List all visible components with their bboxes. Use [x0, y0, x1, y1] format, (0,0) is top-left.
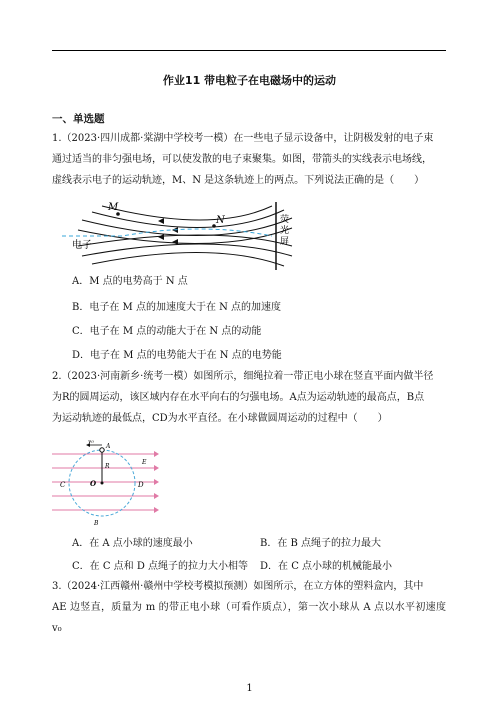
document-title: 作业11 带电粒子在电磁场中的运动 — [162, 74, 337, 87]
label-screen-3: 屏 — [280, 237, 290, 247]
q1-option-b: B．电子在 M 点的加速度大于在 N 点的加速度 — [72, 302, 282, 313]
question-1-line-1: 1.（2023·四川成都·棠湖中学校考一模）在一些电子显示设备中，让阴极发射的电子束 — [52, 133, 434, 144]
question-2-text — [52, 366, 446, 429]
q2-option-d: D．在 C 点小球的机械能最小 — [260, 561, 393, 572]
q1-option-d: D．电子在 M 点的电势能大于在 N 点的电势能 — [72, 350, 282, 361]
label-v0: v₀ — [88, 440, 94, 445]
q2-option-c: C．在 C 点和 D 点绳子的拉力大小相等 — [72, 561, 249, 572]
q2-option-b: B．在 B 点绳子的拉力最大 — [260, 538, 382, 549]
q1-option-a: A．M 点的电势高于 N 点 — [72, 276, 188, 287]
label-N: N — [216, 215, 225, 226]
question-1-line-3: 虚线表示电子的运动轨迹，M、N 是这条轨迹上的两点。下列说法正确的是（ ） — [52, 175, 425, 186]
label-D: D — [138, 481, 144, 489]
field-line — [92, 252, 284, 266]
field-line — [82, 218, 292, 236]
q1-option-c: C．电子在 M 点的动能大于在 N 点的动能 — [72, 326, 262, 337]
label-E: E — [142, 459, 147, 466]
section-heading: 一、单选题 — [52, 113, 105, 125]
label-B: B — [94, 520, 99, 526]
question-1-line-2: 通过适当的非匀强电场，可以使发散的电子束聚集。如图，带箭头的实线表示电场线， — [52, 154, 432, 165]
question-2-line-1: 2.（2023·河南新乡·统考一模）如图所示，细绳拉着一带正电小球在竖直平面内做半径 — [52, 371, 434, 382]
label-screen-1: 荧 — [280, 215, 290, 225]
figure-electric-field-lines — [62, 200, 302, 272]
label-O: O — [90, 479, 97, 488]
label-C: C — [60, 481, 66, 489]
field-line — [82, 244, 292, 256]
question-2-line-3: 为运动轨迹的最低点，CD为水平直径。在小球做圆周运动的过程中（ ） — [52, 413, 388, 424]
label-screen-2: 光 — [280, 226, 290, 236]
figure-circular-motion — [50, 440, 160, 526]
question-3-line-1: 3.（2024·江西赣州·赣州中学校考模拟预测）如图所示，在立方体的塑料盒内，其中 — [52, 581, 424, 592]
header-rule — [52, 50, 446, 51]
label-electron: 电子 — [72, 240, 92, 251]
label-R: R — [105, 463, 110, 470]
label-A: A — [106, 443, 111, 450]
field-line — [102, 206, 272, 220]
page-number: 1 — [246, 683, 253, 694]
q2-option-a: A．在 A 点小球的速度最小 — [72, 538, 193, 549]
question-3-line-2: AE 边竖直，质量为 m 的带正电小球（可看作质点），第一次小球从 A 点以水平初速度 v₀ — [52, 602, 446, 634]
label-M: M — [108, 202, 119, 213]
question-3-text — [52, 576, 446, 639]
question-2-line-2: 为R的圆周运动，该区域内存在水平向右的匀强电场。A点为运动轨迹的最高点，B点 — [52, 392, 425, 403]
question-1-text — [52, 128, 446, 191]
